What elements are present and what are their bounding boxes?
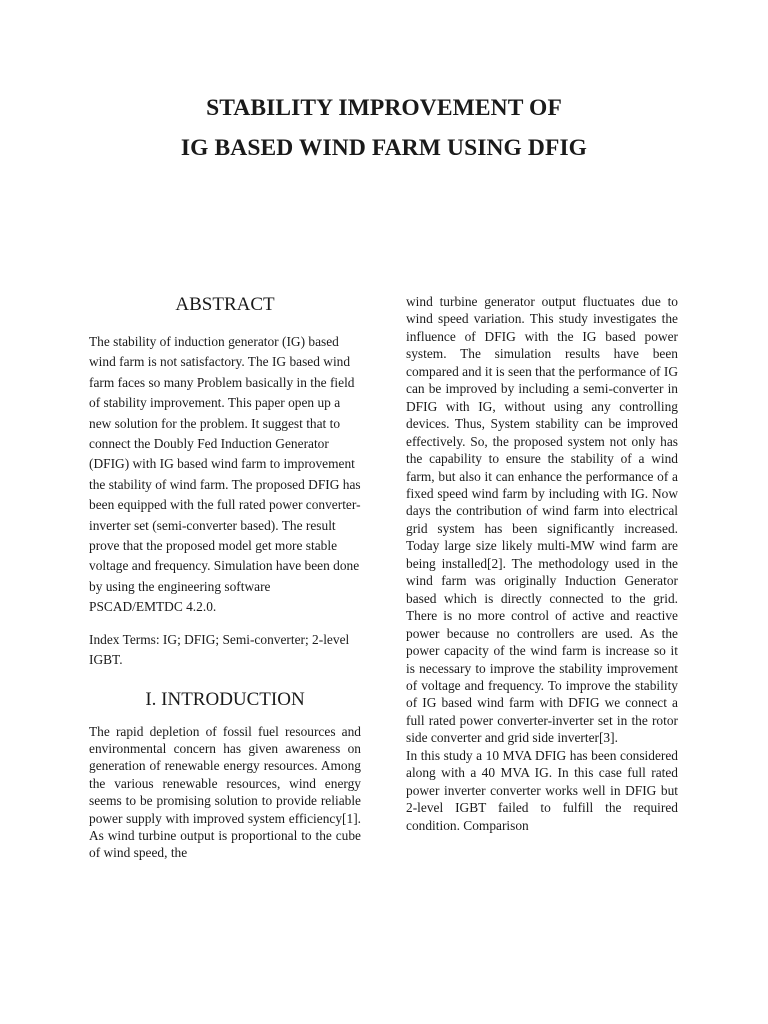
title-line-1: STABILITY IMPROVEMENT OF <box>206 95 562 121</box>
index-terms: Index Terms: IG; DFIG; Semi-converter; 2-level IGBT. <box>89 631 350 668</box>
introduction-paragraph-left: The rapid depletion of fossil fuel resources and environmental concern has given awareness on generation of renewable energy resources. Among the various renewable resources, wind energy seems to be promising solution to provide reliable power supply with improved system efficiency[1]. As wind turbine output is proportional to the cube of wind speed, the <box>89 723 361 861</box>
introduction-paragraph-right-1: wind turbine generator output fluctuates due to wind speed variation. This study investigates the influence of DFIG with the IG based power system. The simulation results have been compared and it is seen that the performance of IG can be improved by including a semi-converter in DFIG with IG, without using any controlling devices. Thus, System stability can be improved effectively. So, the proposed system not only has the capability to ensure the stability of a wind farm, but also it can enhance the performance of a fixed speed wind farm by including with IG. Now days the contribution of wind farm into electrical grid system has been significantly increased. Today large size likely multi-MW wind farm are being installed[2]. The methodology used in the wind farm was originally Induction Generator based which is directly connected to the grid. There is no more control of active and reactive power because no controllers are used. As the power capacity of the wind farm is increase so it is necessary to improve the stability improvement of voltage and frequency. To improve the stability of IG based wind farm with DFIG we connect a full rated power converter-inverter set in the rotor side converter and grid side inverter[3]. <box>406 294 678 746</box>
left-column <box>89 292 361 862</box>
introduction-paragraph-right-2: In this study a 10 MVA DFIG has been considered along with a 40 MVA IG. In this case full rated power inverter converter works well in DFIG but 2-level IGBT failed to fulfill the required condition. Comparison <box>406 747 678 833</box>
title-line-2: IG BASED WIND FARM USING DFIG <box>180 135 588 161</box>
abstract-body: The stability of induction generator (IG) based wind farm is not satisfactory. The IG based wind farm faces so many Problem basically in the field of stability improvement. This paper open up a new solution for the problem. It suggest that to connect the Doubly Fed Induction Generator (DFIG) with IG based wind farm to improvement the stability of wind farm. The proposed DFIG has been equipped with the full rated power converter-inverter set (semi-converter based). The result prove that the proposed model get more stable voltage and frequency. Simulation have been done by using the engineering software PSCAD/EMTDC 4.2.0. <box>89 334 361 615</box>
abstract-heading: ABSTRACT <box>175 294 275 315</box>
introduction-heading: I. INTRODUCTION <box>145 688 305 710</box>
right-column <box>406 293 678 834</box>
paper-title <box>0 88 768 168</box>
